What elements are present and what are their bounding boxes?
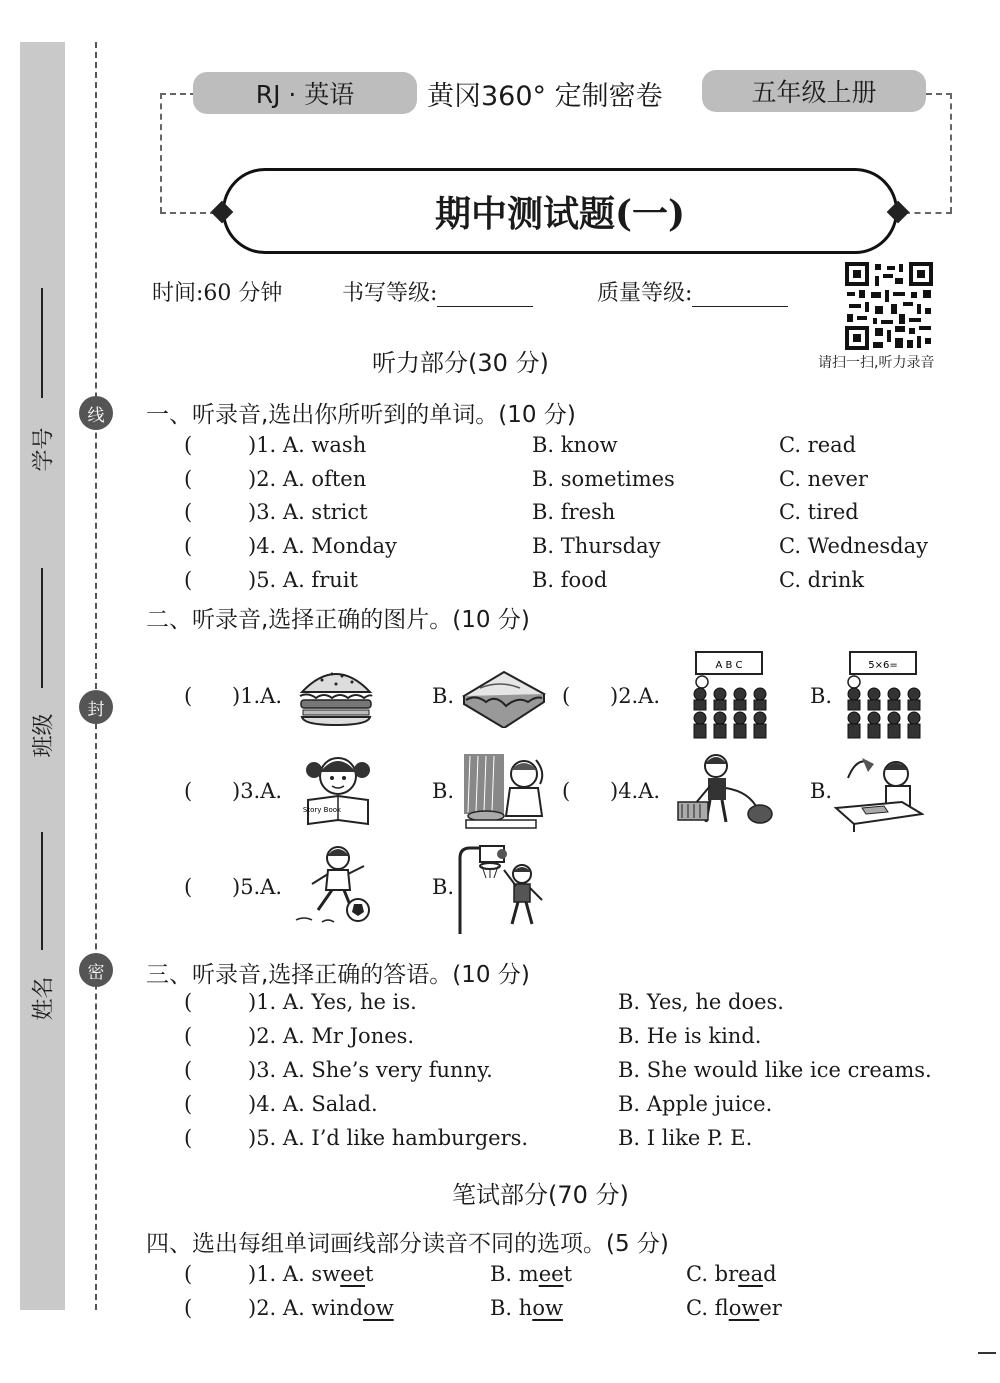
header-dash <box>160 212 216 214</box>
option-a: )5. A. I’d like hamburgers. <box>248 1126 529 1150</box>
answer-paren[interactable]: ( <box>184 990 193 1014</box>
picture-question-label: )2.A. <box>610 684 661 708</box>
seal-secret-badge: 密 <box>79 953 113 987</box>
header-dash <box>904 212 952 214</box>
answer-paren[interactable]: ( <box>562 684 571 708</box>
option-c: C. read <box>779 433 857 457</box>
hamburger-icon[interactable] <box>296 662 376 726</box>
sandwich-icon[interactable] <box>460 666 548 728</box>
grade-badge: 五年级上册 <box>702 70 926 112</box>
writing-grade-label: 书写等级: <box>342 281 438 306</box>
answer-paren[interactable]: ( <box>184 534 193 558</box>
option-c: C. tired <box>779 500 859 524</box>
quality-grade-field[interactable] <box>597 276 788 307</box>
option-b: B. I like P. E. <box>618 1126 753 1150</box>
option-b: B. know <box>532 433 618 457</box>
writing-grade-field[interactable] <box>342 276 533 307</box>
seal-seal-badge: 封 <box>79 690 113 724</box>
option-b: B. meet <box>490 1262 573 1286</box>
quality-grade-blank[interactable] <box>692 285 788 307</box>
answer-paren[interactable]: ( <box>562 779 571 803</box>
option-a: )4. A. Monday <box>248 534 397 558</box>
picture-question-label: )4.A. <box>610 779 661 803</box>
girl-reading-icon[interactable] <box>294 752 382 828</box>
answer-paren[interactable]: ( <box>184 684 193 708</box>
page-title: 期中测试题(一) <box>222 168 898 254</box>
cut-line <box>95 42 97 1310</box>
option-a: )1. A. sweet <box>248 1262 374 1286</box>
answer-paren[interactable]: ( <box>184 1092 193 1116</box>
answer-paren[interactable]: ( <box>184 1296 193 1320</box>
option-c: C. flower <box>686 1296 782 1320</box>
option-c: C. Wednesday <box>779 534 928 558</box>
header-dash <box>160 93 196 95</box>
listening-part-title: 听力部分(30 分) <box>372 349 549 377</box>
class-field[interactable] <box>41 568 43 688</box>
option-b: B. how <box>490 1296 563 1320</box>
answer-paren[interactable]: ( <box>184 1024 193 1048</box>
seal-line-badge: 线 <box>79 396 113 430</box>
answer-paren[interactable]: ( <box>184 433 193 457</box>
classroom-abc-icon[interactable] <box>686 650 772 744</box>
option-b: B. sometimes <box>532 467 675 491</box>
option-a: )3. A. strict <box>248 500 368 524</box>
picture-option-b-label: B. <box>432 779 455 803</box>
picture-question-label: )1.A. <box>232 684 283 708</box>
section1-title: 一、听录音,选出你所听到的单词。(10 分) <box>146 402 576 428</box>
answer-paren[interactable]: ( <box>184 1126 193 1150</box>
page-edge-mark <box>978 1352 996 1354</box>
answer-paren[interactable]: ( <box>184 467 193 491</box>
option-a: )2. A. Mr Jones. <box>248 1024 415 1048</box>
subject-badge: RJ · 英语 <box>193 72 417 114</box>
series-title: 黄冈360° 定制密卷 <box>427 81 663 112</box>
picture-question-label: )5.A. <box>232 875 283 899</box>
option-a: )2. A. window <box>248 1296 394 1320</box>
header-dash <box>926 93 952 95</box>
picture-option-b-label: B. <box>432 875 455 899</box>
option-b: B. fresh <box>532 500 616 524</box>
writing-grade-blank[interactable] <box>437 285 533 307</box>
time-limit: 时间:60 分钟 <box>152 281 283 306</box>
picture-option-b-label: B. <box>810 779 833 803</box>
option-b: B. Thursday <box>532 534 661 558</box>
section4-title: 四、选出每组单词画线部分读音不同的选项。(5 分) <box>146 1231 669 1257</box>
option-b: B. She would like ice creams. <box>618 1058 932 1082</box>
section3-title: 三、听录音,选择正确的答语。(10 分) <box>146 962 530 988</box>
boy-soccer-icon[interactable] <box>294 844 380 926</box>
answer-paren[interactable]: ( <box>184 1262 193 1286</box>
header-dash <box>160 93 162 213</box>
boy-basketball-icon[interactable] <box>456 844 550 934</box>
book-text: Story Book <box>302 806 342 814</box>
option-a: )5. A. fruit <box>248 568 358 592</box>
answer-paren[interactable]: ( <box>184 779 193 803</box>
section2-title: 二、听录音,选择正确的图片。(10 分) <box>146 607 530 633</box>
picture-option-b-label: B. <box>810 684 833 708</box>
option-c: C. drink <box>779 568 865 592</box>
student-id-field[interactable] <box>41 288 43 398</box>
option-b: B. Yes, he does. <box>618 990 784 1014</box>
picture-question-label: )3.A. <box>232 779 283 803</box>
option-a: )1. A. Yes, he is. <box>248 990 417 1014</box>
name-field[interactable] <box>41 832 43 950</box>
answer-paren[interactable]: ( <box>184 500 193 524</box>
board-text: 5×6= <box>868 660 898 671</box>
class-label: 班级 <box>31 713 57 758</box>
picture-option-b-label: B. <box>432 684 455 708</box>
option-c: C. bread <box>686 1262 777 1286</box>
name-label: 姓名 <box>31 976 57 1021</box>
classroom-math-icon[interactable] <box>838 650 928 744</box>
option-b: B. food <box>532 568 608 592</box>
answer-paren[interactable]: ( <box>184 1058 193 1082</box>
boy-homework-icon[interactable] <box>832 752 924 832</box>
writing-part-title: 笔试部分(70 分) <box>452 1181 629 1209</box>
board-text: A B C <box>715 660 743 671</box>
option-a: )3. A. She’s very funny. <box>248 1058 493 1082</box>
answer-paren[interactable]: ( <box>184 875 193 899</box>
header-dash <box>950 93 952 213</box>
boy-vacuuming-icon[interactable] <box>676 752 776 828</box>
option-a: )2. A. often <box>248 467 367 491</box>
student-id-label: 学号 <box>31 427 57 472</box>
quality-grade-label: 质量等级: <box>597 281 693 306</box>
option-c: C. never <box>779 467 868 491</box>
qr-caption: 请扫一扫,听力录音 <box>818 355 935 371</box>
qr-code-icon[interactable] <box>845 262 933 350</box>
girl-cooking-icon[interactable] <box>462 752 548 832</box>
option-a: )1. A. wash <box>248 433 367 457</box>
option-b: B. Apple juice. <box>618 1092 773 1116</box>
option-a: )4. A. Salad. <box>248 1092 378 1116</box>
option-b: B. He is kind. <box>618 1024 762 1048</box>
answer-paren[interactable]: ( <box>184 568 193 592</box>
